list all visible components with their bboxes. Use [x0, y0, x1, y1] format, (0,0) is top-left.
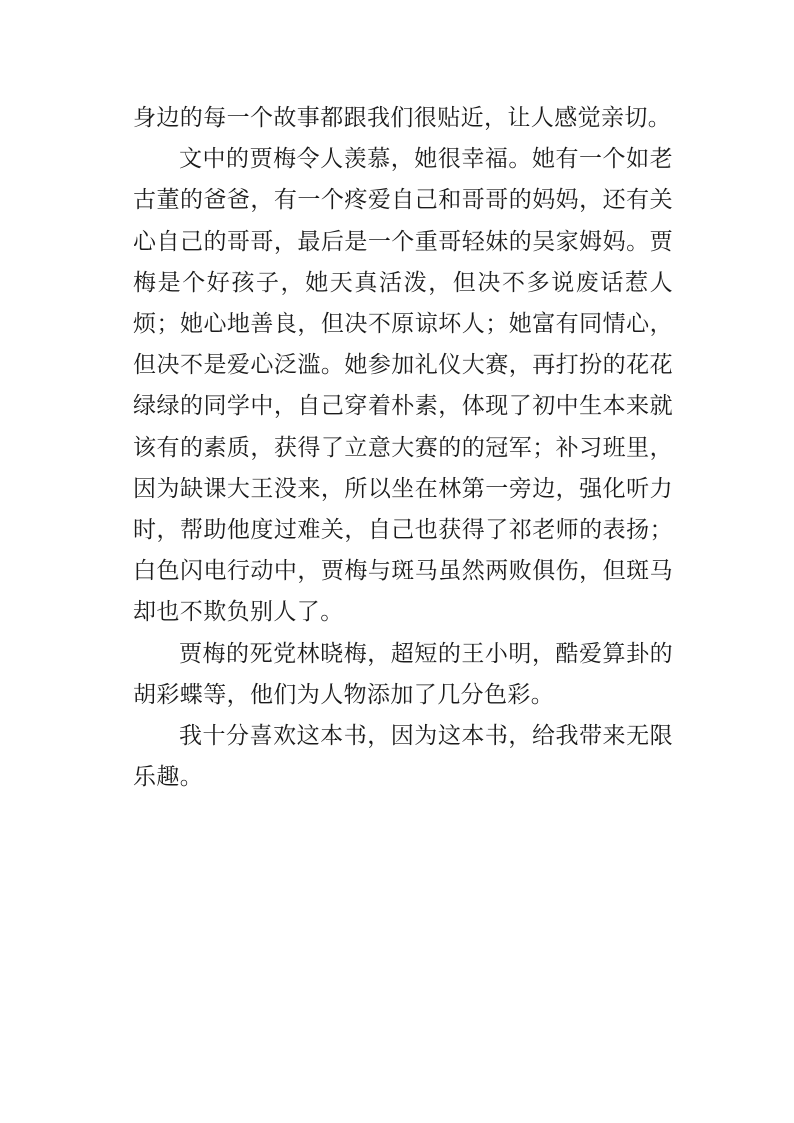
paragraph-1: 身边的每一个故事都跟我们很贴近，让人感觉亲切。 — [133, 105, 672, 131]
document-body — [133, 98, 673, 798]
paragraph-2: 文中的贾梅令人羡慕，她很幸福。她有一个如老古董的爸爸，有一个疼爱自己和哥哥的妈妈，还有关心自己的哥哥，最后是一个重哥轻妹的吴家姆妈。贾梅是个好孩子，她天真活泼，但决不多说废话惹人烦；她心地善良，但决不原谅坏人；她富有同情心，但决不是爱心泛滥。她参加礼仪大赛，再打扮的花花绿绿的同学中，自己穿着朴素，体现了初中生本来就该有的素质，获得了立意大赛的的冠军；补习班里，因为缺课大王没来，所以坐在林第一旁边，强化听力时，帮助他度过难关，自己也获得了祁老师的表扬；白色闪电行动中，贾梅与斑马虽然两败俱伤，但斑马却也不欺负别人了。 — [133, 146, 673, 626]
paragraph-3: 贾梅的死党林晓梅，超短的王小明，酷爱算卦的胡彩蝶等，他们为人物添加了几分色彩。 — [133, 640, 673, 708]
paragraph-4: 我十分喜欢这本书，因为这本书，给我带来无限乐趣。 — [133, 723, 673, 791]
